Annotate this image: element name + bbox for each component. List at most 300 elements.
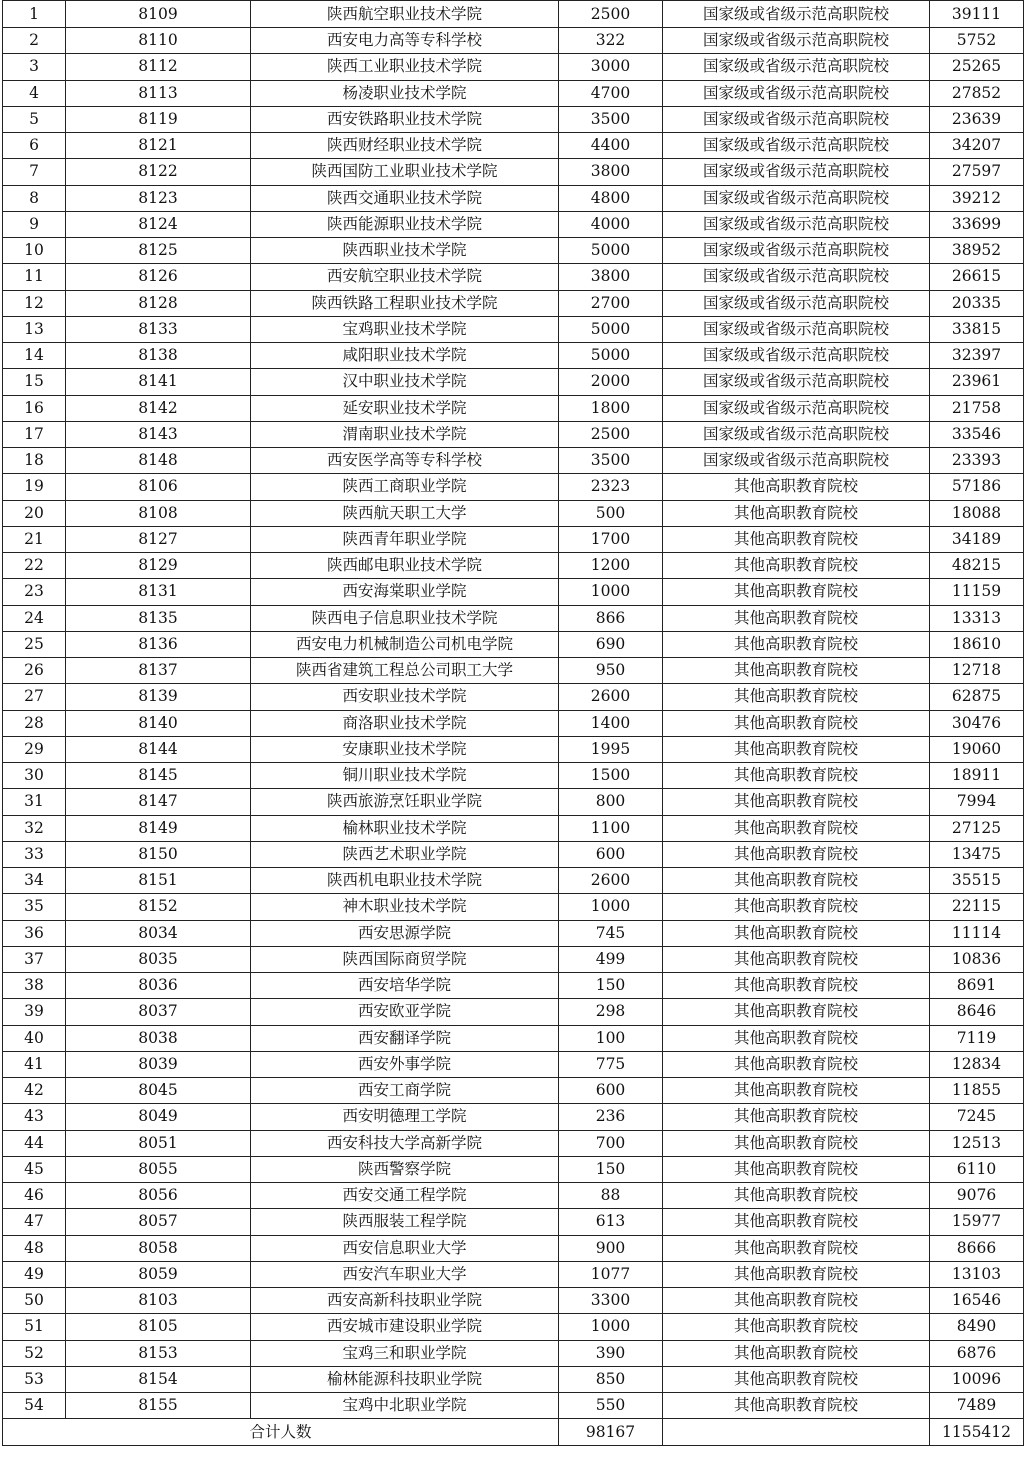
school-type: 其他高职教育院校 [663, 1051, 930, 1077]
school-name: 榆林职业技术学院 [251, 815, 559, 841]
table-row [3, 238, 1024, 264]
min-rank: 10096 [930, 1366, 1024, 1392]
school-name: 西安外事学院 [251, 1051, 559, 1077]
min-rank: 27852 [930, 80, 1024, 106]
total-label: 合计人数 [3, 1419, 559, 1446]
school-name: 神木职业技术学院 [251, 894, 559, 920]
school-code: 8034 [66, 920, 251, 946]
plan-count: 500 [559, 500, 663, 526]
min-rank: 12513 [930, 1130, 1024, 1156]
min-rank: 7489 [930, 1393, 1024, 1419]
plan-count: 3300 [559, 1288, 663, 1314]
plan-count: 550 [559, 1393, 663, 1419]
school-code: 8139 [66, 684, 251, 710]
school-type: 国家级或省级示范高职院校 [663, 395, 930, 421]
table-row [3, 448, 1024, 474]
plan-count: 499 [559, 946, 663, 972]
table-row [3, 159, 1024, 185]
min-rank: 18610 [930, 631, 1024, 657]
min-rank: 32397 [930, 343, 1024, 369]
school-name: 西安思源学院 [251, 920, 559, 946]
school-name: 西安海棠职业学院 [251, 579, 559, 605]
row-number: 13 [3, 316, 66, 342]
school-name: 陕西财经职业技术学院 [251, 133, 559, 159]
min-rank: 48215 [930, 553, 1024, 579]
school-type: 其他高职教育院校 [663, 500, 930, 526]
table-row [3, 1314, 1024, 1340]
school-code: 8036 [66, 973, 251, 999]
school-name: 汉中职业技术学院 [251, 369, 559, 395]
plan-count: 2600 [559, 684, 663, 710]
plan-count: 1200 [559, 553, 663, 579]
plan-count: 150 [559, 1156, 663, 1182]
school-code: 8051 [66, 1130, 251, 1156]
plan-count: 5000 [559, 238, 663, 264]
row-number: 18 [3, 448, 66, 474]
school-type: 其他高职教育院校 [663, 605, 930, 631]
table-row [3, 999, 1024, 1025]
table-row [3, 763, 1024, 789]
min-rank: 18911 [930, 763, 1024, 789]
min-rank: 25265 [930, 54, 1024, 80]
row-number: 7 [3, 159, 66, 185]
table-row [3, 1051, 1024, 1077]
school-type: 其他高职教育院校 [663, 789, 930, 815]
table-row [3, 684, 1024, 710]
school-code: 8110 [66, 28, 251, 54]
school-code: 8133 [66, 316, 251, 342]
table-row [3, 500, 1024, 526]
min-rank: 35515 [930, 868, 1024, 894]
plan-count: 4000 [559, 211, 663, 237]
school-code: 8127 [66, 526, 251, 552]
plan-count: 1995 [559, 736, 663, 762]
school-code: 8150 [66, 841, 251, 867]
min-rank: 30476 [930, 710, 1024, 736]
plan-count: 4800 [559, 185, 663, 211]
school-code: 8058 [66, 1235, 251, 1261]
min-rank: 39111 [930, 1, 1024, 28]
table-row [3, 815, 1024, 841]
school-type: 其他高职教育院校 [663, 841, 930, 867]
school-type: 其他高职教育院校 [663, 1025, 930, 1051]
table-row [3, 264, 1024, 290]
plan-count: 236 [559, 1104, 663, 1130]
school-name: 西安翻译学院 [251, 1025, 559, 1051]
school-code: 8135 [66, 605, 251, 631]
table-row [3, 28, 1024, 54]
school-code: 8119 [66, 106, 251, 132]
plan-count: 3000 [559, 54, 663, 80]
school-type: 其他高职教育院校 [663, 1340, 930, 1366]
min-rank: 15977 [930, 1209, 1024, 1235]
school-type: 其他高职教育院校 [663, 1156, 930, 1182]
min-rank: 19060 [930, 736, 1024, 762]
school-code: 8140 [66, 710, 251, 736]
school-type: 其他高职教育院校 [663, 1366, 930, 1392]
table-row [3, 579, 1024, 605]
school-code: 8153 [66, 1340, 251, 1366]
min-rank: 12834 [930, 1051, 1024, 1077]
school-code: 8123 [66, 185, 251, 211]
row-number: 2 [3, 28, 66, 54]
table-row [3, 80, 1024, 106]
school-code: 8147 [66, 789, 251, 815]
school-type: 国家级或省级示范高职院校 [663, 211, 930, 237]
school-code: 8129 [66, 553, 251, 579]
school-name: 延安职业技术学院 [251, 395, 559, 421]
school-code: 8039 [66, 1051, 251, 1077]
school-name: 宝鸡中北职业学院 [251, 1393, 559, 1419]
min-rank: 6110 [930, 1156, 1024, 1182]
school-name: 西安职业技术学院 [251, 684, 559, 710]
table-row [3, 1261, 1024, 1287]
school-name: 西安欧亚学院 [251, 999, 559, 1025]
plan-count: 322 [559, 28, 663, 54]
school-type: 其他高职教育院校 [663, 631, 930, 657]
school-type: 国家级或省级示范高职院校 [663, 80, 930, 106]
row-number: 21 [3, 526, 66, 552]
school-name: 陕西交通职业技术学院 [251, 185, 559, 211]
plan-count: 390 [559, 1340, 663, 1366]
school-code: 8125 [66, 238, 251, 264]
plan-count: 2500 [559, 421, 663, 447]
row-number: 45 [3, 1156, 66, 1182]
row-number: 47 [3, 1209, 66, 1235]
school-code: 8122 [66, 159, 251, 185]
school-name: 西安航空职业技术学院 [251, 264, 559, 290]
min-rank: 13103 [930, 1261, 1024, 1287]
row-number: 29 [3, 736, 66, 762]
plan-count: 88 [559, 1183, 663, 1209]
table-row [3, 1104, 1024, 1130]
school-name: 宝鸡职业技术学院 [251, 316, 559, 342]
row-number: 53 [3, 1366, 66, 1392]
plan-count: 3500 [559, 106, 663, 132]
school-name: 陕西铁路工程职业技术学院 [251, 290, 559, 316]
school-code: 8108 [66, 500, 251, 526]
row-number: 9 [3, 211, 66, 237]
table-row [3, 1288, 1024, 1314]
min-rank: 23639 [930, 106, 1024, 132]
table-row [3, 1, 1024, 28]
school-type: 其他高职教育院校 [663, 1183, 930, 1209]
school-name: 渭南职业技术学院 [251, 421, 559, 447]
school-name: 榆林能源科技职业学院 [251, 1366, 559, 1392]
table-row [3, 290, 1024, 316]
min-rank: 6876 [930, 1340, 1024, 1366]
row-number: 46 [3, 1183, 66, 1209]
school-name: 陕西邮电职业技术学院 [251, 553, 559, 579]
row-number: 34 [3, 868, 66, 894]
plan-count: 100 [559, 1025, 663, 1051]
row-number: 33 [3, 841, 66, 867]
table-row [3, 920, 1024, 946]
min-rank: 23393 [930, 448, 1024, 474]
plan-count: 1500 [559, 763, 663, 789]
table-row [3, 395, 1024, 421]
table-row [3, 1156, 1024, 1182]
table-row [3, 789, 1024, 815]
school-code: 8057 [66, 1209, 251, 1235]
school-type: 国家级或省级示范高职院校 [663, 133, 930, 159]
row-number: 12 [3, 290, 66, 316]
school-type: 其他高职教育院校 [663, 1393, 930, 1419]
min-rank: 9076 [930, 1183, 1024, 1209]
school-code: 8131 [66, 579, 251, 605]
row-number: 32 [3, 815, 66, 841]
school-name: 西安铁路职业技术学院 [251, 106, 559, 132]
school-name: 陕西国防工业职业技术学院 [251, 159, 559, 185]
school-type: 国家级或省级示范高职院校 [663, 264, 930, 290]
school-code: 8103 [66, 1288, 251, 1314]
min-rank: 7994 [930, 789, 1024, 815]
plan-count: 2500 [559, 1, 663, 28]
school-type: 其他高职教育院校 [663, 999, 930, 1025]
plan-count: 2000 [559, 369, 663, 395]
school-type: 其他高职教育院校 [663, 1130, 930, 1156]
school-type: 其他高职教育院校 [663, 868, 930, 894]
school-name: 陕西服装工程学院 [251, 1209, 559, 1235]
plan-count: 800 [559, 789, 663, 815]
school-code: 8144 [66, 736, 251, 762]
table-row [3, 1078, 1024, 1104]
plan-count: 5000 [559, 343, 663, 369]
school-type: 国家级或省级示范高职院校 [663, 185, 930, 211]
table-row [3, 316, 1024, 342]
school-code: 8154 [66, 1366, 251, 1392]
school-code: 8124 [66, 211, 251, 237]
row-number: 44 [3, 1130, 66, 1156]
row-number: 26 [3, 658, 66, 684]
plan-count: 5000 [559, 316, 663, 342]
plan-count: 1000 [559, 894, 663, 920]
school-type: 其他高职教育院校 [663, 1078, 930, 1104]
min-rank: 20335 [930, 290, 1024, 316]
school-code: 8109 [66, 1, 251, 28]
school-code: 8038 [66, 1025, 251, 1051]
school-name: 宝鸡三和职业学院 [251, 1340, 559, 1366]
plan-count: 1400 [559, 710, 663, 736]
school-name: 陕西职业技术学院 [251, 238, 559, 264]
school-name: 西安交通工程学院 [251, 1183, 559, 1209]
school-code: 8056 [66, 1183, 251, 1209]
min-rank: 38952 [930, 238, 1024, 264]
table-row [3, 185, 1024, 211]
row-number: 41 [3, 1051, 66, 1077]
table-row [3, 553, 1024, 579]
min-rank: 8646 [930, 999, 1024, 1025]
school-code: 8128 [66, 290, 251, 316]
plan-count: 2600 [559, 868, 663, 894]
table-row [3, 605, 1024, 631]
plan-count: 150 [559, 973, 663, 999]
school-code: 8059 [66, 1261, 251, 1287]
table-row [3, 474, 1024, 500]
college-table [2, 0, 1024, 1446]
plan-count: 700 [559, 1130, 663, 1156]
row-number: 15 [3, 369, 66, 395]
table-row [3, 868, 1024, 894]
school-type: 其他高职教育院校 [663, 658, 930, 684]
school-name: 安康职业技术学院 [251, 736, 559, 762]
school-name: 陕西工商职业学院 [251, 474, 559, 500]
school-name: 陕西旅游烹饪职业学院 [251, 789, 559, 815]
school-code: 8151 [66, 868, 251, 894]
school-type: 其他高职教育院校 [663, 474, 930, 500]
min-rank: 27597 [930, 159, 1024, 185]
school-code: 8138 [66, 343, 251, 369]
school-name: 西安高新科技职业学院 [251, 1288, 559, 1314]
school-name: 陕西青年职业学院 [251, 526, 559, 552]
row-number: 28 [3, 710, 66, 736]
school-type: 其他高职教育院校 [663, 579, 930, 605]
admission-plan-sheet [2, 0, 1023, 1446]
school-name: 陕西电子信息职业技术学院 [251, 605, 559, 631]
table-row [3, 841, 1024, 867]
plan-count: 900 [559, 1235, 663, 1261]
school-name: 西安培华学院 [251, 973, 559, 999]
table-row [3, 343, 1024, 369]
school-code: 8035 [66, 946, 251, 972]
table-row [3, 211, 1024, 237]
min-rank: 7245 [930, 1104, 1024, 1130]
table-row [3, 631, 1024, 657]
plan-count: 866 [559, 605, 663, 631]
school-code: 8142 [66, 395, 251, 421]
school-name: 西安电力高等专科学校 [251, 28, 559, 54]
min-rank: 27125 [930, 815, 1024, 841]
min-rank: 26615 [930, 264, 1024, 290]
table-row [3, 369, 1024, 395]
school-code: 8149 [66, 815, 251, 841]
table-row [3, 710, 1024, 736]
school-type: 其他高职教育院校 [663, 946, 930, 972]
school-name: 陕西国际商贸学院 [251, 946, 559, 972]
plan-count: 745 [559, 920, 663, 946]
school-code: 8121 [66, 133, 251, 159]
row-number: 6 [3, 133, 66, 159]
min-rank: 33699 [930, 211, 1024, 237]
plan-count: 1000 [559, 1314, 663, 1340]
row-number: 52 [3, 1340, 66, 1366]
plan-count: 850 [559, 1366, 663, 1392]
row-number: 23 [3, 579, 66, 605]
min-rank: 7119 [930, 1025, 1024, 1051]
min-rank: 11855 [930, 1078, 1024, 1104]
school-code: 8112 [66, 54, 251, 80]
row-number: 48 [3, 1235, 66, 1261]
plan-count: 3500 [559, 448, 663, 474]
plan-count: 613 [559, 1209, 663, 1235]
row-number: 8 [3, 185, 66, 211]
table-row [3, 946, 1024, 972]
plan-count: 775 [559, 1051, 663, 1077]
plan-count: 1700 [559, 526, 663, 552]
total-row [3, 1419, 1024, 1446]
plan-count: 690 [559, 631, 663, 657]
table-row [3, 1366, 1024, 1392]
min-rank: 23961 [930, 369, 1024, 395]
school-name: 咸阳职业技术学院 [251, 343, 559, 369]
table-row [3, 736, 1024, 762]
school-code: 8136 [66, 631, 251, 657]
total-rank: 1155412 [930, 1419, 1024, 1446]
school-code: 8141 [66, 369, 251, 395]
school-type: 国家级或省级示范高职院校 [663, 28, 930, 54]
min-rank: 21758 [930, 395, 1024, 421]
min-rank: 62875 [930, 684, 1024, 710]
row-number: 22 [3, 553, 66, 579]
min-rank: 8691 [930, 973, 1024, 999]
school-name: 西安明德理工学院 [251, 1104, 559, 1130]
min-rank: 34189 [930, 526, 1024, 552]
school-name: 陕西航空职业技术学院 [251, 1, 559, 28]
school-type: 其他高职教育院校 [663, 1104, 930, 1130]
row-number: 42 [3, 1078, 66, 1104]
min-rank: 57186 [930, 474, 1024, 500]
school-type: 其他高职教育院校 [663, 526, 930, 552]
school-code: 8137 [66, 658, 251, 684]
min-rank: 22115 [930, 894, 1024, 920]
row-number: 51 [3, 1314, 66, 1340]
school-name: 西安工商学院 [251, 1078, 559, 1104]
school-name: 商洛职业技术学院 [251, 710, 559, 736]
school-code: 8045 [66, 1078, 251, 1104]
row-number: 37 [3, 946, 66, 972]
school-type: 国家级或省级示范高职院校 [663, 54, 930, 80]
school-type: 国家级或省级示范高职院校 [663, 343, 930, 369]
plan-count: 1800 [559, 395, 663, 421]
table-row [3, 1235, 1024, 1261]
min-rank: 5752 [930, 28, 1024, 54]
school-name: 西安汽车职业大学 [251, 1261, 559, 1287]
row-number: 3 [3, 54, 66, 80]
row-number: 24 [3, 605, 66, 631]
min-rank: 33546 [930, 421, 1024, 447]
min-rank: 13475 [930, 841, 1024, 867]
school-name: 陕西能源职业技术学院 [251, 211, 559, 237]
school-type: 其他高职教育院校 [663, 973, 930, 999]
table-row [3, 973, 1024, 999]
min-rank: 8666 [930, 1235, 1024, 1261]
school-name: 西安医学高等专科学校 [251, 448, 559, 474]
plan-count: 1000 [559, 579, 663, 605]
school-type: 国家级或省级示范高职院校 [663, 290, 930, 316]
plan-count: 4700 [559, 80, 663, 106]
school-type: 其他高职教育院校 [663, 684, 930, 710]
school-code: 8037 [66, 999, 251, 1025]
min-rank: 34207 [930, 133, 1024, 159]
table-row [3, 421, 1024, 447]
row-number: 11 [3, 264, 66, 290]
row-number: 40 [3, 1025, 66, 1051]
school-type: 其他高职教育院校 [663, 815, 930, 841]
row-number: 20 [3, 500, 66, 526]
school-type: 国家级或省级示范高职院校 [663, 238, 930, 264]
school-name: 陕西航天职工大学 [251, 500, 559, 526]
table-row [3, 133, 1024, 159]
row-number: 30 [3, 763, 66, 789]
table-row [3, 1393, 1024, 1419]
school-name: 铜川职业技术学院 [251, 763, 559, 789]
min-rank: 13313 [930, 605, 1024, 631]
min-rank: 39212 [930, 185, 1024, 211]
total-type-empty [663, 1419, 930, 1446]
row-number: 43 [3, 1104, 66, 1130]
school-type: 其他高职教育院校 [663, 1235, 930, 1261]
table-row [3, 894, 1024, 920]
